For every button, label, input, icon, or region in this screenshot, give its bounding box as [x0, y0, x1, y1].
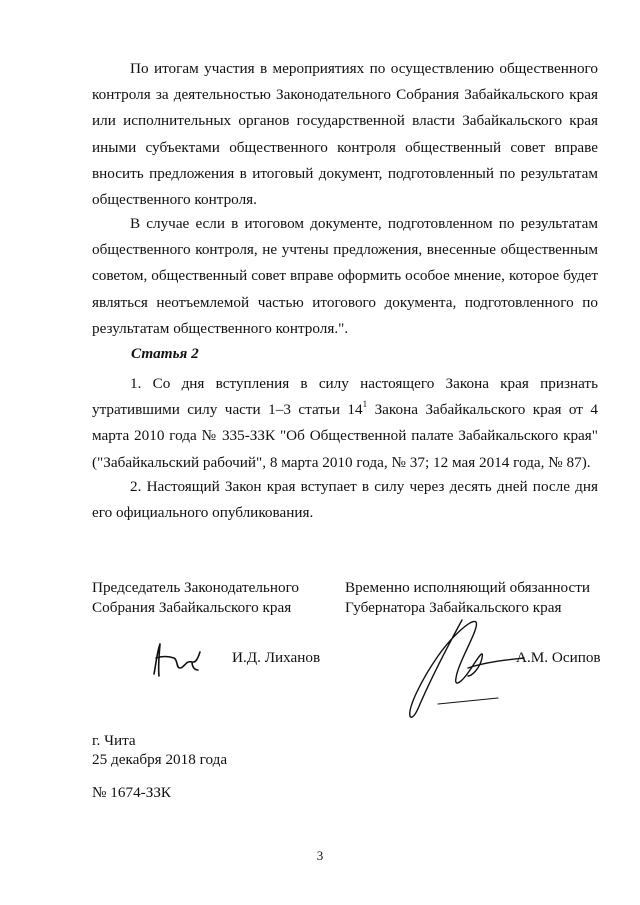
article-heading: Статья 2 — [131, 345, 199, 362]
left-handwritten-signature — [148, 638, 204, 680]
paragraph-special-opinion: В случае если в итоговом документе, подготовленном по результатам общественного контроля, не учтены предложения, внесенные общественным советом, общественный совет вправе оформить особое мнение, которое будет являться неотъемлемой частью итогового документа, подготовленного по результатам общественного контроля.". — [92, 215, 598, 337]
signing-place-date — [92, 731, 227, 769]
page-number: 3 — [316, 848, 324, 863]
law-number: № 1674-ЗЗК — [92, 784, 172, 801]
paragraph-public-control-proposals: По итогам участия в мероприятиях по осуществлению общественного контроля за деятельностью Законодательного Собрания Забайкальского края или исполнительных органов государственной власти Забайкальского края иными субъектами общественного контроля общественный совет вправе вносить предложения в итоговый документ, подготовленный по результатам общественного контроля. — [92, 60, 598, 209]
left-signatory-name: И.Д. Лиханов — [232, 649, 321, 666]
right-signatory-name: А.М. Осипов — [516, 649, 601, 666]
city: г. Чита — [92, 732, 136, 749]
date: 25 декабря 2018 года — [92, 751, 228, 768]
right-handwritten-signature — [398, 612, 528, 724]
right-signatory-title: Временно исполняющий обязанности Губернатора Забайкальского края — [345, 579, 591, 616]
left-signatory-title: Председатель Законодательного Собрания Забайкальского края — [92, 579, 300, 616]
article-item-1: 1. Со дня вступления в силу настоящего Закона края признать утратившими силу части 1–3 статьи $14^1$ Закона Забайкальского края от 4 марта 2010 года № 335-ЗЗК "Об Общественной палате Забайкальского края" ("Забайкальский рабочий", 8 марта 2010 года, № 37; 12 мая 2014 года, № 87). — [92, 375, 598, 471]
article-item-2: 2. Настоящий Закон края вступает в силу через десять дней после дня его официального опубликования. — [92, 478, 598, 522]
